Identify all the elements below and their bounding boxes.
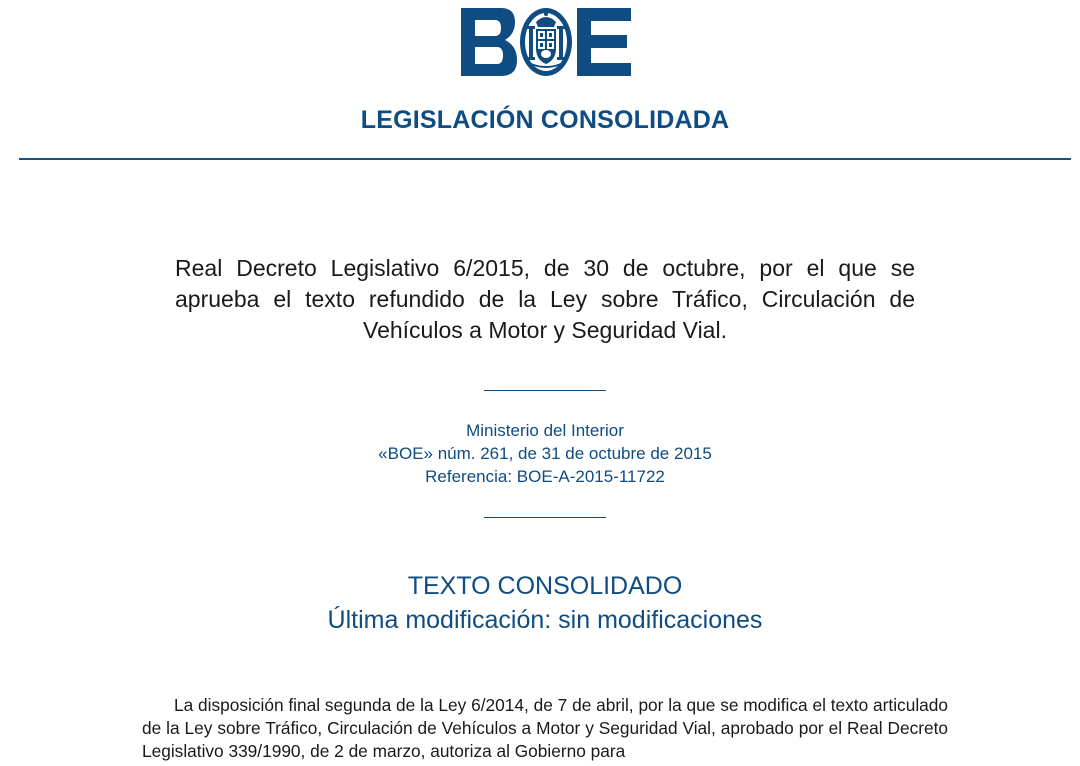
last-modification-label: Última modificación: sin modificaciones xyxy=(327,606,763,634)
logo-letter-o-coat-of-arms xyxy=(520,8,572,76)
boe-logo xyxy=(461,8,631,76)
body-paragraph: La disposición final segunda de la Ley 6/2014, de 7 de abril, por la que se modifica el texto articulado de la Ley sobre Tráfico, Circulación de Vehículos a Motor y Seguridad Vial, aprobado por el Real Decreto Legislativo 339/1990, de 2 de marzo, autoriza al Gobierno para xyxy=(142,695,948,761)
document-title: Real Decreto Legislativo 6/2015, de 30 de octubre, por el que se aprueba el texto refundido de la Ley sobre Tráfico, Circulación de Vehículos a Motor y Seguridad Vial. xyxy=(175,255,915,343)
publication-label: «BOE» núm. 261, de 31 de octubre de 2015 xyxy=(378,444,712,463)
document-metadata xyxy=(0,419,1080,488)
ministry-label: Ministerio del Interior xyxy=(466,421,624,440)
logo-letter-e xyxy=(577,8,631,76)
consolidated-heading xyxy=(0,569,1080,637)
logo-letter-b xyxy=(461,8,517,76)
header-title: LEGISLACIÓN CONSOLIDADA xyxy=(360,106,730,134)
consolidated-label: TEXTO CONSOLIDADO xyxy=(407,572,683,600)
header-divider xyxy=(19,158,1071,160)
short-divider-top xyxy=(484,390,606,391)
short-divider-bottom xyxy=(484,517,606,518)
reference-label: Referencia: BOE-A-2015-11722 xyxy=(425,467,665,486)
